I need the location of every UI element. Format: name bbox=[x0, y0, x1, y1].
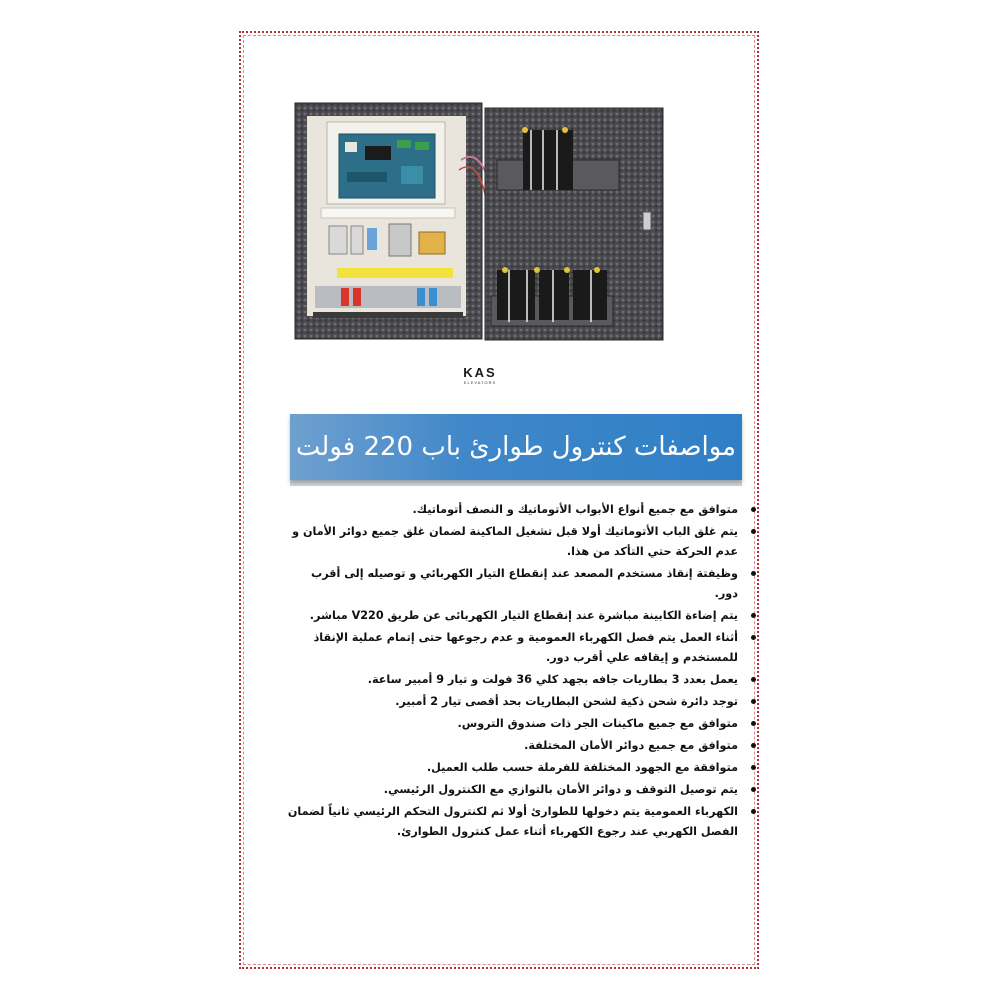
spec-text: متوافق مع جميع أنواع الأبواب الأتوماتيك و النصف أتوماتيك. bbox=[412, 503, 738, 516]
page-title: مواصفات كنترول طوارئ باب 220 فولت bbox=[295, 432, 737, 462]
list-item bbox=[284, 758, 756, 778]
list-item bbox=[284, 692, 756, 712]
spec-text: يتم توصيل التوقف و دوائر الأمان بالتوازي مع الكنترول الرئيسي. bbox=[383, 783, 738, 796]
spec-text: أثناء العمل يتم فصل الكهرباء العمومية و عدم رجوعها حتى إتمام عملية الإنقاذ للمستخدم و إيقافه علي أقرب دور. bbox=[313, 631, 738, 664]
spec-text: وظيفتة إنقاذ مستخدم المصعد عند إنقطاع التيار الكهربائي و توصيله إلى أقرب دور. bbox=[310, 567, 738, 600]
bullet-icon bbox=[751, 529, 756, 534]
spec-text: يعمل بعدد 3 بطاريات جافه بجهد كلي 36 فولت و تيار 9 أمبير ساعة. bbox=[367, 673, 738, 686]
spec-text: يتم إضاءة الكابينة مباشرة عند إنقطاع التيار الكهربائى عن طريق V220 مباشر. bbox=[309, 609, 738, 622]
brand-tagline: ELEVATORS bbox=[463, 380, 497, 385]
spec-text: متوافق مع جميع دوائر الأمان المختلفة. bbox=[524, 739, 738, 752]
list-item bbox=[284, 628, 756, 668]
bullet-icon bbox=[751, 765, 756, 770]
list-item bbox=[284, 780, 756, 800]
bullet-icon bbox=[751, 571, 756, 576]
list-item bbox=[284, 714, 756, 734]
brand-logo bbox=[440, 365, 520, 385]
list-item bbox=[284, 522, 756, 562]
bullet-icon bbox=[751, 721, 756, 726]
list-item bbox=[284, 670, 756, 690]
bullet-icon bbox=[751, 787, 756, 792]
list-item bbox=[284, 564, 756, 604]
list-item bbox=[284, 802, 756, 842]
specifications-list bbox=[284, 500, 756, 844]
list-item bbox=[284, 606, 756, 626]
bullet-icon bbox=[751, 507, 756, 512]
spec-text: توجد دائرة شحن ذكية لشحن البطاريات بحد أقصى تيار 2 أمبير. bbox=[395, 695, 738, 708]
control-cabinet-photo bbox=[291, 100, 666, 345]
spec-text: متوافقة مع الجهود المختلفة للفرملة حسب طلب العميل. bbox=[426, 761, 738, 774]
spec-text: متوافق مع جميع ماكينات الجر ذات صندوق التروس. bbox=[457, 717, 738, 730]
title-banner bbox=[290, 414, 742, 486]
spec-text: يتم غلق الباب الأتوماتيك أولا قبل تشغيل الماكينة لضمان غلق جميع دوائر الأمان و عدم الحركة حتي التأكد من هذا. bbox=[292, 525, 738, 558]
bullet-icon bbox=[751, 635, 756, 640]
bullet-icon bbox=[751, 613, 756, 618]
list-item bbox=[284, 736, 756, 756]
bullet-icon bbox=[751, 809, 756, 814]
spec-text: الكهرباء العمومية يتم دخولها للطوارئ أولا ثم لكنترول التحكم الرئيسي ثانياً لضمان الفصل الكهربي عند رجوع الكهرباء أثناء عمل كنترول الطوارئ. bbox=[287, 805, 738, 838]
bullet-icon bbox=[751, 743, 756, 748]
bullet-icon bbox=[751, 677, 756, 682]
list-item bbox=[284, 500, 756, 520]
bullet-icon bbox=[751, 699, 756, 704]
brand-name: KAS bbox=[463, 365, 497, 380]
